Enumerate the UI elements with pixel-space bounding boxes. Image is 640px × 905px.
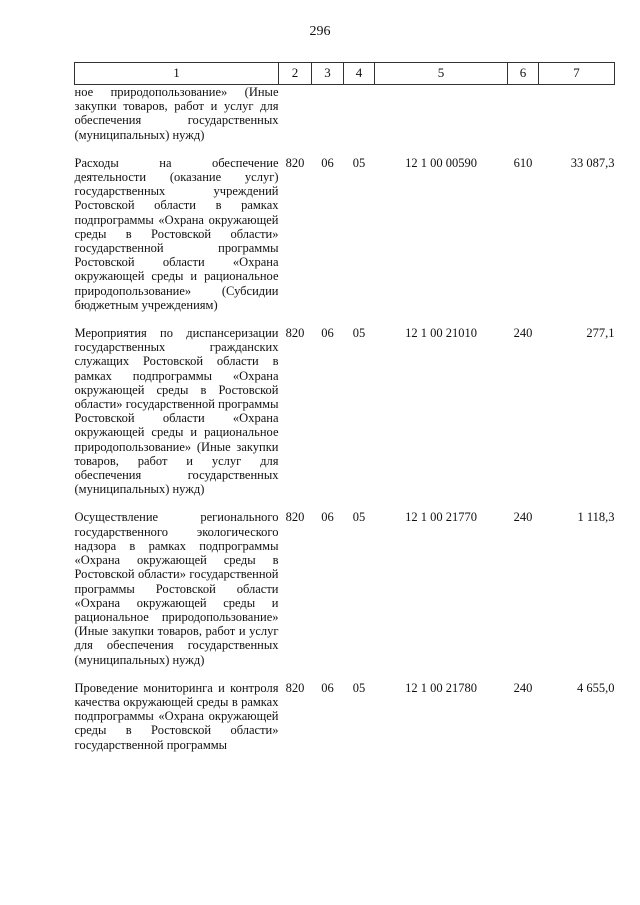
row-type: 610 bbox=[513, 155, 533, 170]
column-header: 1 bbox=[75, 63, 279, 85]
column-header: 7 bbox=[539, 63, 615, 85]
row-amount: 277,1 bbox=[586, 326, 615, 341]
column-header: 5 bbox=[375, 63, 508, 85]
row-subsection: 05 bbox=[352, 510, 366, 525]
row-target: 12 1 00 21010 bbox=[405, 326, 477, 341]
row-section: 06 bbox=[321, 326, 334, 341]
row-section: 06 bbox=[321, 510, 334, 525]
table-row bbox=[75, 681, 615, 752]
row-amount: 33 087,3 bbox=[570, 155, 615, 170]
row-description: Расходы на обеспечение деятельности (оказание услуг) государственных учреждений Ростовской области в рамках подпрограммы «Охрана окружающей среды в Ростовской области» государственной программы Ростовской области «Охрана окружающей среды и рациональное природопользование» (Субсидии бюджетным учреждениям) bbox=[74, 155, 279, 312]
table-row bbox=[75, 85, 615, 142]
row-subsection: 05 bbox=[352, 326, 366, 341]
row-subsection: 05 bbox=[352, 680, 366, 695]
row-description: Проведение мониторинга и контроля качества окружающей среды в рамках подпрограммы «Охрана окружающей среды в Ростовской области» государственной программы bbox=[74, 680, 279, 752]
column-header: 4 bbox=[344, 63, 375, 85]
row-ministry: 820 bbox=[285, 680, 305, 695]
row-description: ное природопользование» (Иные закупки товаров, работ и услуг для обеспечения государственных (муниципальных) нужд) bbox=[74, 85, 279, 142]
row-type bbox=[508, 85, 539, 142]
row-amount: 4 655,0 bbox=[577, 680, 615, 695]
row-target: 12 1 00 00590 bbox=[405, 155, 477, 170]
table-row bbox=[75, 326, 615, 496]
budget-table bbox=[74, 62, 615, 752]
row-type: 240 bbox=[513, 510, 533, 525]
row-section bbox=[312, 85, 344, 142]
row-target: 12 1 00 21770 bbox=[405, 510, 477, 525]
row-ministry: 820 bbox=[285, 155, 305, 170]
row-ministry: 820 bbox=[285, 510, 305, 525]
column-header: 6 bbox=[508, 63, 539, 85]
row-ministry: 820 bbox=[285, 326, 305, 341]
row-section: 06 bbox=[321, 680, 334, 695]
row-subsection bbox=[344, 85, 375, 142]
column-number-header bbox=[75, 63, 615, 85]
table-row bbox=[75, 510, 615, 666]
row-section: 06 bbox=[321, 155, 334, 170]
row-description: Мероприятия по диспансеризации государственных гражданских служащих Ростовской области в рамках подпрограммы «Охрана окружающей среды в Ростовской области» государственной программы Ростовской области «Охрана окружающей среды и рациональное природопользование» (Иные закупки товаров, работ и услуг для обеспечения государственных (муниципальных) нужд) bbox=[74, 326, 279, 497]
row-description: Осуществление регионального государственного экологического надзора в рамках подпрограммы «Охрана окружающей среды в Ростовской области» государственной программы Ростовской области «Охрана окружающей среды и рациональное природопользование» (Иные закупки товаров, работ и услуг для обеспечения государственных (муниципальных) нужд) bbox=[74, 510, 279, 667]
column-header: 3 bbox=[312, 63, 344, 85]
column-header: 2 bbox=[279, 63, 312, 85]
row-amount bbox=[539, 85, 615, 142]
row-subsection: 05 bbox=[352, 155, 366, 170]
row-target: 12 1 00 21780 bbox=[405, 680, 477, 695]
page-number: 296 bbox=[309, 24, 331, 39]
row-amount: 1 118,3 bbox=[577, 510, 615, 525]
row-target bbox=[375, 85, 508, 142]
row-type: 240 bbox=[513, 326, 533, 341]
row-ministry bbox=[279, 85, 312, 142]
table-row bbox=[75, 156, 615, 312]
row-type: 240 bbox=[513, 680, 533, 695]
